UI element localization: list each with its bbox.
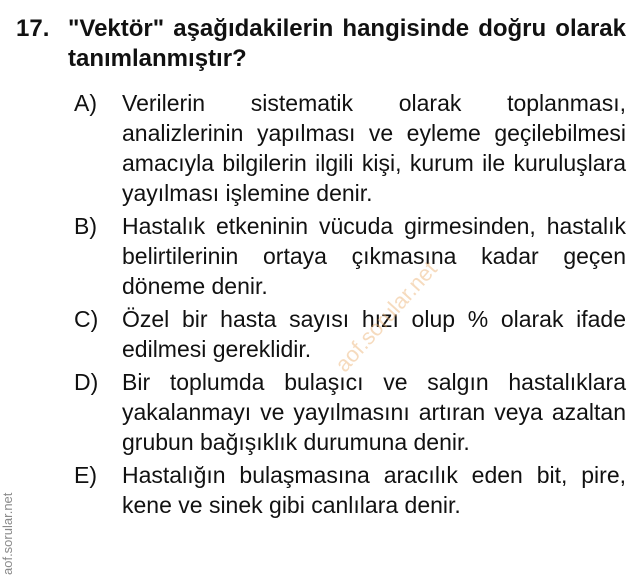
option-letter: E) — [74, 462, 97, 488]
question-number: 17. — [16, 15, 50, 42]
option-letter: C) — [74, 306, 99, 332]
option-text: Hastalığın bulaşmasına aracılık eden bit, pire, kene ve sinek gibi canlılara denir. — [122, 462, 626, 518]
option-d[interactable] — [74, 367, 626, 457]
option-letter: D) — [74, 369, 99, 395]
option-b[interactable] — [74, 211, 626, 301]
option-e[interactable] — [74, 460, 626, 520]
option-c[interactable] — [74, 304, 626, 364]
option-letter: A) — [74, 90, 97, 116]
watermark-side: aof.sorular.net — [0, 492, 15, 575]
option-text: Özel bir hasta sayısı hızı olup % olarak ifade edilmesi gereklidir. — [122, 306, 626, 362]
option-a[interactable] — [74, 88, 626, 208]
question-header — [16, 14, 626, 74]
option-text: Bir toplumda bulaşıcı ve salgın hastalıklara yakalanmayı ve yayılmasını artıran veya azaltan grubun bağışıklık durumuna denir. — [122, 369, 626, 455]
question-block — [16, 14, 626, 523]
option-text: Hastalık etkeninin vücuda girmesinden, hastalık belirtilerinin ortaya çıkmasına kadar geçen döneme denir. — [122, 213, 626, 299]
question-text: "Vektör" aşağıdakilerin hangisinde doğru olarak tanımlanmıştır? — [68, 15, 626, 72]
option-text: Verilerin sistematik olarak toplanması, analizlerinin yapılması ve eyleme geçilebilmesi amacıyla bilgilerin ilgili kişi, kurum ile kuruluşlara yayılması işlemine denir. — [122, 90, 626, 206]
options-list — [16, 88, 626, 520]
option-letter: B) — [74, 213, 97, 239]
watermark-diagonal: aof.sorular.net — [330, 256, 442, 377]
